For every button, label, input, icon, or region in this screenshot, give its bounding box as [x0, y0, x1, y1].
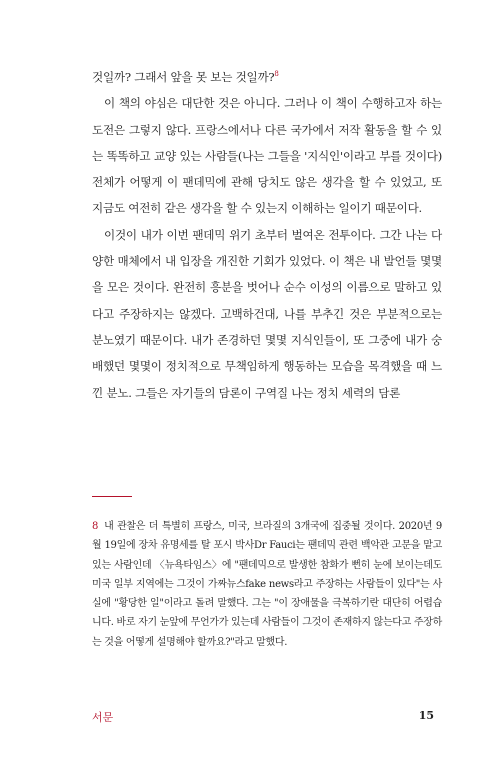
footnote [92, 517, 442, 652]
paragraph: 이것이 내가 이번 팬데믹 위기 초부터 벌여온 전투이다. 그간 나는 다양한 매체에서 내 입장을 개진한 기회가 있었다. 이 책은 내 발언들 몇몇을 모은 것이다. 완전히 흥분을 벗어나 순수 이성의 이름으로 말하고 있다고 주장하지는 않겠다. 고백하건대, 나를 부추긴 것은 부분적으로는 분노였기 때문이다. 내가 존경하던 몇몇 지식인들이, 또 그중에 내가 숭배했던 몇몇이 정치적으로 무책임하게 행동하는 모습을 목격했을 때 느낀 분노. 그들은 자기들의 담론이 구역질 나는 정치 세력의 담론 [92, 227, 442, 400]
page-number: 15 [418, 709, 434, 722]
footnote-reference: 8 [274, 70, 279, 79]
paragraph: 이 책의 야심은 대단한 것은 아니다. 그러나 이 책이 수행하고자 하는 도전은 그렇지 않다. 프랑스에서나 다른 국가에서 저작 활동을 할 수 있는 똑똑하고 교양 있는 사람들(나는 그들을 '지식인'이라고 부를 것이다) 전체가 어떻게 이 팬데믹에 관해 당치도 않은 생각을 할 수 있었고, 또 지금도 여전히 같은 생각을 할 수 있는지 이해하는 일이기 때문이다. [92, 96, 442, 216]
paragraph-text: 것일까? 그래서 앞을 못 보는 것일까? [92, 70, 275, 84]
paragraph-continued [92, 64, 442, 90]
body-text [92, 64, 442, 406]
footnote-text: 내 관찰은 더 특별히 프랑스, 미국, 브라질의 3개국에 집중될 것이다. 2020년 9월 19일에 장차 유명세를 탈 포시 박사Dr Fauci는 팬데믹 관련 백악관 고문을 맡고 있는 사람인데 〈뉴욕타임스〉에 "팬데믹으로 발생한 참화가 뻔히 눈에 보이는데도 미국 일부 지역에는 그것이 가짜뉴스fake news라고 주장하는 사람들이 있다"는 사실에 "황당한 일"이라고 돌려 말했다. 그는 "이 장애물을 극복하기란 대단히 어렵습니다. 바로 자기 눈앞에 무언가가 있는데 사람들이 그것이 존재하지 않는다고 주장하는 것을 어떻게 설명해야 할까요?"라고 말했다. [92, 521, 442, 648]
footnote-divider [92, 496, 132, 497]
running-head: 서문 [92, 711, 114, 724]
footnote-number: 8 [92, 521, 99, 532]
